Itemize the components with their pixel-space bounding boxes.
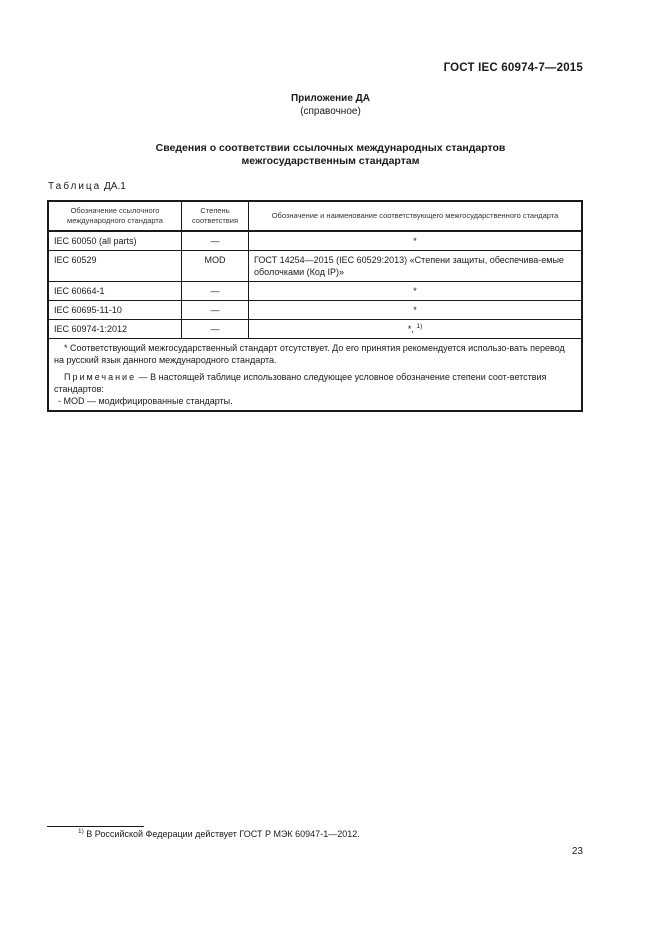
footnote-reference: 1): [416, 323, 423, 330]
section-heading-line2: межгосударственным стандартам: [241, 155, 420, 167]
table-caption: [48, 181, 126, 192]
table-notes: [48, 339, 582, 412]
table-row: [48, 231, 582, 251]
footnote-marker: 1): [78, 828, 84, 835]
appendix-title: Приложение ДА: [290, 93, 371, 104]
page-footnote: [78, 829, 360, 839]
note-text: — В настоящей таблице использовано следующее условное обозначение степени соот-ветствия стандартов:: [54, 372, 547, 394]
cell-reference: IEC 60529: [48, 251, 182, 282]
section-heading: [0, 142, 661, 168]
table-row: [48, 282, 582, 301]
document-code: ГОСТ IEC 60974-7—2015: [443, 62, 583, 74]
note-label: Примечание: [64, 372, 137, 382]
cell-degree: —: [182, 320, 249, 339]
appendix-subtitle: (справочное): [300, 106, 361, 117]
cell-national: *: [249, 231, 583, 251]
section-heading-line1: Сведения о соответствии ссылочных международных стандартов: [155, 142, 506, 154]
correspondence-table: [47, 200, 583, 412]
header-degree: Степень соответствия: [182, 201, 249, 231]
cell-national: [249, 320, 583, 339]
cell-national: ГОСТ 14254—2015 (IEC 60529:2013) «Степени защиты, обеспечива-емые оболочками (Код IP)»: [249, 251, 583, 282]
cell-national-text: *,: [407, 324, 414, 334]
table-row: [48, 251, 582, 282]
footnote-divider: [47, 826, 144, 827]
table-row: [48, 320, 582, 339]
table-row: [48, 301, 582, 320]
cell-reference: IEC 60050 (all parts): [48, 231, 182, 251]
table-caption-label: Таблица: [48, 181, 102, 192]
table-notes-row: [48, 339, 582, 412]
cell-reference: IEC 60664-1: [48, 282, 182, 301]
cell-degree: MOD: [182, 251, 249, 282]
footnote-text: В Российской Федерации действует ГОСТ Р МЭК 60947-1—2012.: [86, 829, 360, 839]
cell-degree: —: [182, 282, 249, 301]
cell-national: *: [249, 301, 583, 320]
header-national-standard: Обозначение и наименование соответствующего межгосударственного стандарта: [249, 201, 583, 231]
cell-national: *: [249, 282, 583, 301]
cell-degree: —: [182, 301, 249, 320]
header-reference-standard: Обозначение ссылочного международного стандарта: [48, 201, 182, 231]
appendix-block: [0, 92, 661, 118]
note-item: - MOD — модифицированные стандарты.: [58, 396, 233, 406]
table-caption-number: ДА.1: [104, 181, 126, 192]
page-number: 23: [571, 846, 583, 857]
star-footnote: * Соответствующий межгосударственный стандарт отсутствует. До его принятия рекомендуется использо-вать перевод на русский язык данного международного стандарта.: [54, 343, 565, 365]
cell-reference: IEC 60974-1:2012: [48, 320, 182, 339]
note-paragraph: [54, 371, 576, 395]
table-header-row: [48, 201, 582, 231]
cell-reference: IEC 60695-11-10: [48, 301, 182, 320]
cell-degree: —: [182, 231, 249, 251]
